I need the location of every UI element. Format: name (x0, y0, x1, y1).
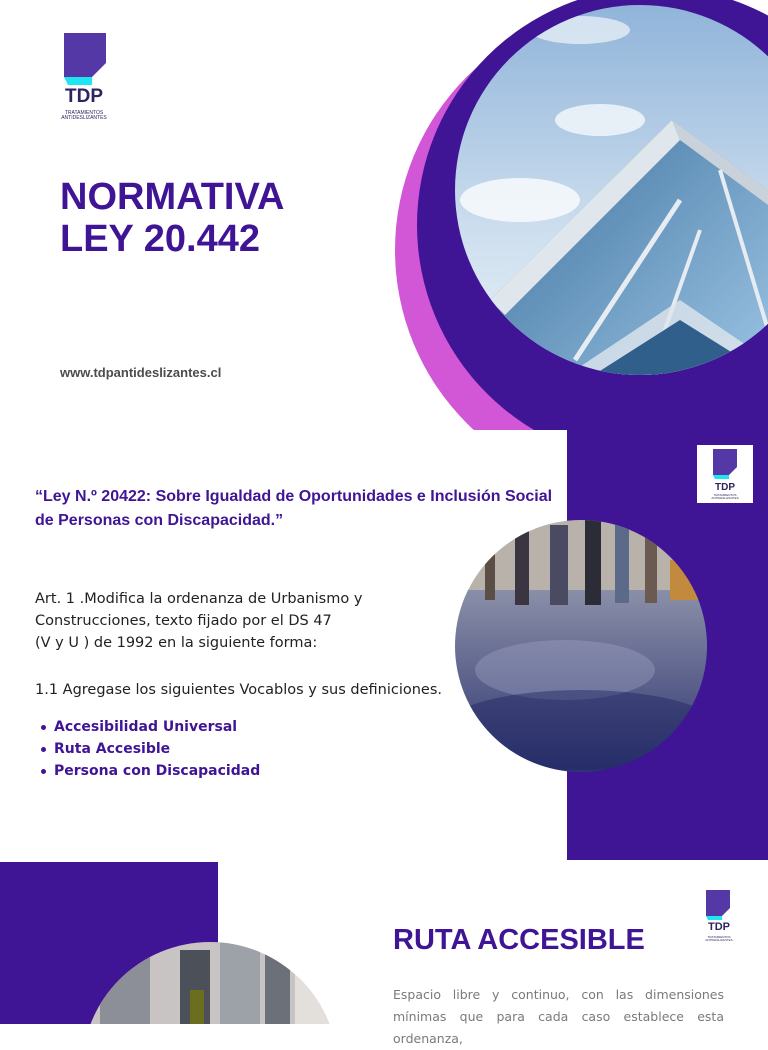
website-url[interactable]: www.tdpantideslizantes.cl (60, 365, 222, 380)
article-line-2: Construcciones, texto fijado por el DS 47 (35, 613, 332, 629)
list-item: Accesibilidad Universal (35, 716, 260, 738)
logo-page3-subtext: TRATAMIENTOS ANTIDESLIZANTES (705, 935, 733, 943)
hallway-photo (80, 940, 340, 1024)
article-line-1: Art. 1 .Modifica la ordenanza de Urbanismo y (35, 591, 363, 607)
list-item: Persona con Discapacidad (35, 760, 260, 782)
logo-small-subtext: TRATAMIENTOS ANTIDESLIZANTES (711, 493, 739, 501)
logo-subtext: TRATAMIENTOS ANTIDESLIZANTES (61, 110, 107, 122)
section-title: RUTA ACCESIBLE (393, 924, 645, 956)
tdp-logo (38, 27, 130, 123)
subsection-text: 1.1 Agregase los siguientes Vocablos y sus definiciones. (35, 682, 442, 698)
article-text (35, 588, 445, 654)
tdp-logo-small-icon (697, 445, 753, 483)
definitions-list (35, 716, 260, 782)
logo-text: TDP (65, 86, 103, 107)
title-line-2: LEY 20.442 (60, 218, 261, 260)
section-body: Espacio libre y continuo, con las dimensiones mínimas que para cada caso establece esta ordenanza, (393, 987, 724, 1046)
article-line-3: (V y U ) de 1992 en la siguiente forma: (35, 635, 318, 651)
floor-photo (455, 520, 707, 772)
logo-small-text: TDP (715, 482, 735, 493)
tdp-logo-page3-icon (700, 886, 738, 922)
building-graphic (380, 0, 768, 430)
list-item: Ruta Accesible (35, 738, 260, 760)
tdp-logo-page3 (700, 886, 738, 944)
tdp-logo-icon (38, 27, 130, 87)
logo-page3-text: TDP (708, 921, 730, 933)
page-title (60, 176, 284, 260)
tdp-logo-small (697, 445, 753, 503)
title-line-1: NORMATIVA (60, 176, 285, 218)
law-quote: “Ley N.º 20422: Sobre Igualdad de Oportunidades e Inclusión Social de Personas con Discapacidad.” (35, 488, 553, 529)
